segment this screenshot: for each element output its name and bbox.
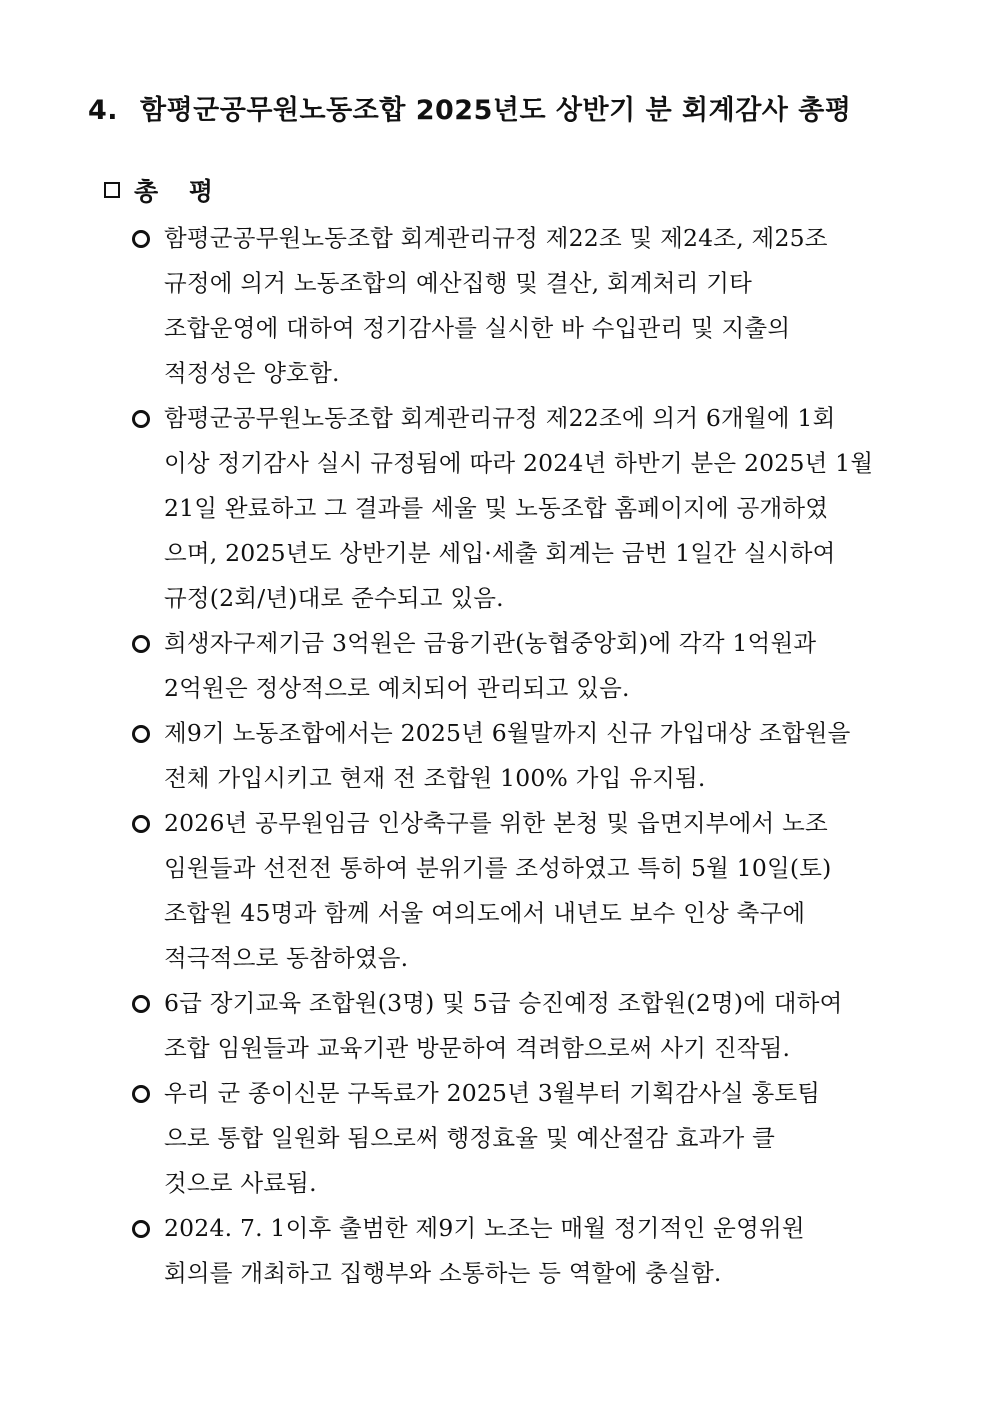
circle-bullet-icon [132, 230, 150, 248]
item-text-line: 으로 통합 일원화 됨으로써 행정효율 및 예산절감 효과가 클 [164, 1124, 775, 1152]
circle-bullet-icon [132, 815, 150, 833]
item-text-line: 우리 군 종이신문 구독료가 2025년 3월부터 기획감사실 홍토팀 [164, 1079, 821, 1107]
item-text-line: 희생자구제기금 3억원은 금융기관(농협중앙회)에 각각 1억원과 [164, 629, 817, 657]
list-item [132, 711, 912, 801]
item-text-line: 적극적으로 동참하였음. [164, 944, 409, 972]
list-item [132, 981, 912, 1071]
item-text-line: 전체 가입시키고 현재 전 조합원 100% 가입 유지됨. [164, 764, 706, 792]
item-text-line: 조합원 45명과 함께 서울 여의도에서 내년도 보수 인상 축구에 [164, 899, 806, 927]
section-header [104, 172, 213, 208]
item-text-line: 으며, 2025년도 상반기분 세입·세출 회계는 금번 1일간 실시하여 [164, 539, 836, 567]
circle-bullet-icon [132, 1220, 150, 1238]
review-items-list [132, 216, 912, 1296]
item-text-line: 21일 완료하고 그 결과를 세울 및 노동조합 홈페이지에 공개하였 [164, 494, 829, 522]
item-text-line: 함평군공무원노동조합 회계관리규정 제22조에 의거 6개월에 1회 [164, 404, 836, 432]
list-item [132, 1071, 912, 1206]
item-text-line: 제9기 노동조합에서는 2025년 6월말까지 신규 가입대상 조합원을 [164, 719, 851, 747]
circle-bullet-icon [132, 995, 150, 1013]
item-text-line: 규정(2회/년)대로 준수되고 있음. [164, 584, 504, 612]
item-text-line: 함평군공무원노동조합 회계관리규정 제22조 및 제24조, 제25조 [164, 224, 828, 252]
list-item [132, 801, 912, 981]
item-text-line: 임원들과 선전전 통하여 분위기를 조성하였고 특히 5월 10일(토) [164, 854, 832, 882]
list-item [132, 216, 912, 396]
item-text-line: 2억원은 정상적으로 예치되어 관리되고 있음. [164, 674, 630, 702]
circle-bullet-icon [132, 410, 150, 428]
circle-bullet-icon [132, 1085, 150, 1103]
heading-title: 함평군공무원노동조합 2025년도 상반기 분 회계감사 총평 [140, 95, 852, 126]
item-text-line: 6급 장기교육 조합원(3명) 및 5급 승진예정 조합원(2명)에 대하여 [164, 989, 843, 1017]
circle-bullet-icon [132, 635, 150, 653]
item-text-line: 2024. 7. 1이후 출범한 제9기 노조는 매월 정기적인 운영위원 [164, 1214, 805, 1242]
item-text-line: 회의를 개최하고 집행부와 소통하는 등 역할에 충실함. [164, 1259, 722, 1287]
list-item [132, 621, 912, 711]
item-text-line: 적정성은 양호함. [164, 359, 340, 387]
item-text-line: 2026년 공무원임금 인상축구를 위한 본청 및 읍면지부에서 노조 [164, 809, 828, 837]
list-item [132, 396, 912, 621]
item-text-line: 조합운영에 대하여 정기감사를 실시한 바 수입관리 및 지출의 [164, 314, 791, 342]
item-text-line: 규정에 의거 노동조합의 예산집행 및 결산, 회계처리 기타 [164, 269, 753, 297]
item-text-line: 것으로 사료됨. [164, 1169, 317, 1197]
item-text-line: 이상 정기감사 실시 규정됨에 따라 2024년 하반기 분은 2025년 1월 [164, 449, 874, 477]
square-bullet-icon [104, 182, 120, 198]
item-text-line: 조합 임원들과 교육기관 방문하여 격려함으로써 사기 진작됨. [164, 1034, 791, 1062]
section-title: 총 평 [134, 177, 214, 206]
circle-bullet-icon [132, 725, 150, 743]
heading-number: 4. [88, 95, 119, 126]
document-heading [88, 88, 851, 127]
list-item [132, 1206, 912, 1296]
